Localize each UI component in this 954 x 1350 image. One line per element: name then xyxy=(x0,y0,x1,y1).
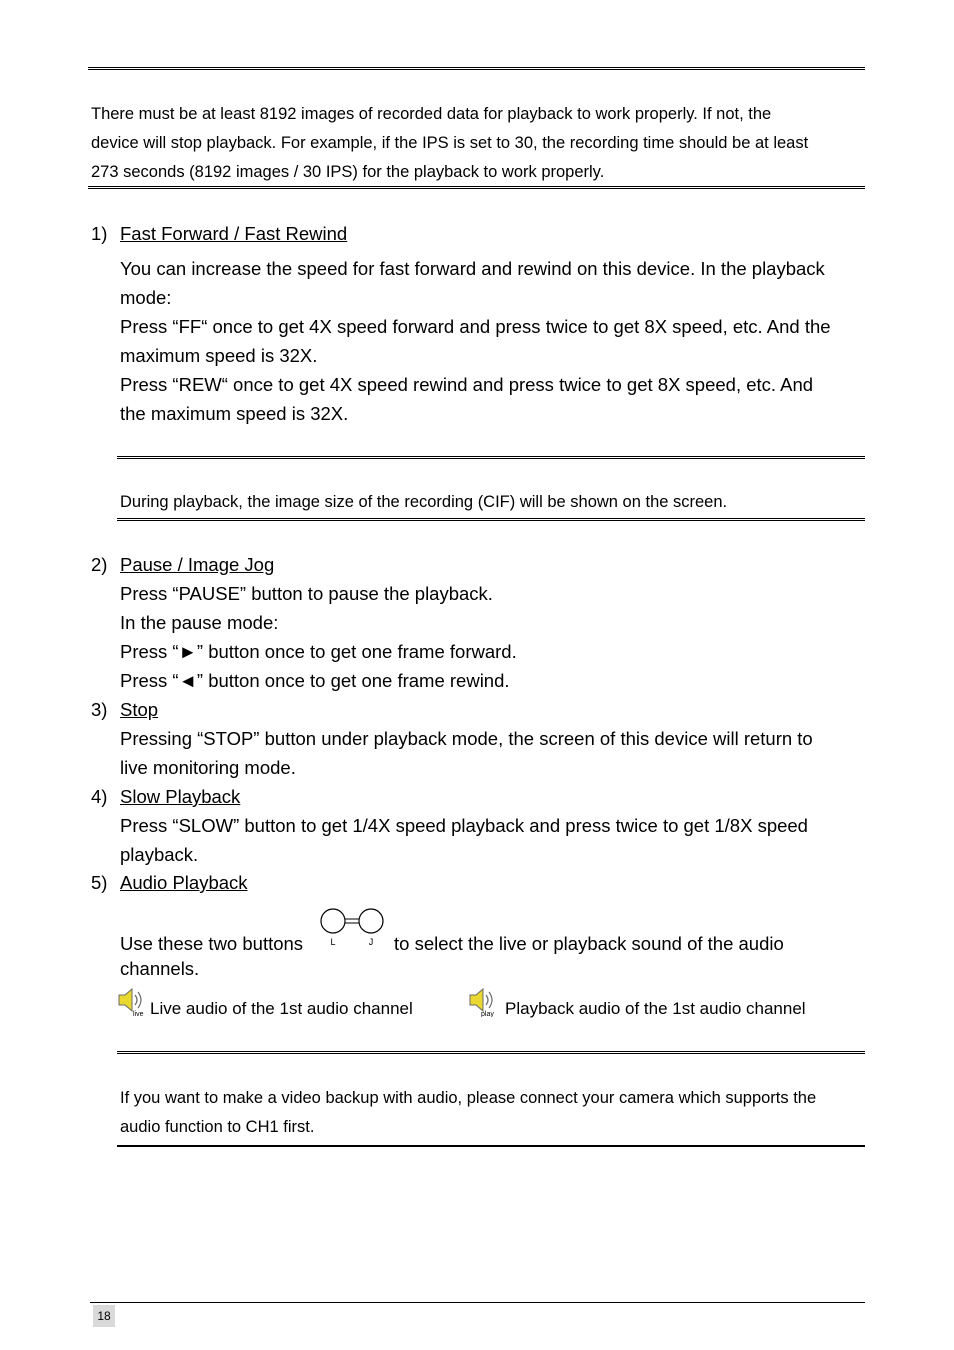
top-note-line: There must be at least 8192 images of recorded data for playback to work properly. If not, the xyxy=(91,105,772,123)
item-number: 3) xyxy=(91,699,108,720)
item-heading-stop: Stop xyxy=(120,699,159,720)
cif-note-rule-bottom xyxy=(117,518,865,521)
item-heading-audio-playback: Audio Playback xyxy=(120,872,248,893)
body-line: maximum speed is 32X. xyxy=(120,345,318,366)
item-number: 1) xyxy=(91,223,108,244)
speaker-play-icon xyxy=(467,985,499,1017)
item-heading-fast-forward: Fast Forward / Fast Rewind xyxy=(120,223,348,244)
item-body-slow-playback xyxy=(120,811,808,869)
item-heading-slow-playback: Slow Playback xyxy=(120,786,241,807)
audio-buttons-icon xyxy=(318,906,388,948)
body-line: Press “SLOW” button to get 1/4X speed playback and press twice to get 1/8X speed xyxy=(120,815,808,836)
audio-button-label: J xyxy=(368,937,374,947)
speaker-play-icon-text: play xyxy=(481,1011,494,1017)
body-line: Press “PAUSE” button to pause the playback. xyxy=(120,583,493,604)
item-number: 5) xyxy=(91,872,108,893)
backup-note-line: audio function to CH1 first. xyxy=(120,1118,315,1136)
footer-rule xyxy=(90,1302,865,1303)
use-buttons-text-before: Use these two buttons xyxy=(120,933,304,954)
body-line: Press “►” button once to get one frame forward. xyxy=(120,641,517,662)
backup-note-rule-top xyxy=(117,1051,865,1054)
cif-note-rule-top xyxy=(117,456,865,459)
body-line: Pressing “STOP” button under playback mode, the screen of this device will return to xyxy=(120,728,813,749)
item-number: 2) xyxy=(91,554,108,575)
body-line: live monitoring mode. xyxy=(120,757,296,778)
play-audio-label: Playback audio of the 1st audio channel xyxy=(505,999,806,1018)
speaker-live-icon xyxy=(116,985,148,1017)
top-note xyxy=(91,100,866,187)
backup-note-rule-bottom xyxy=(117,1145,865,1147)
backup-note-line: If you want to make a video backup with audio, please connect your camera which supports the xyxy=(120,1089,817,1107)
top-note-rule-bottom xyxy=(88,186,865,189)
body-line: Press “FF“ once to get 4X speed forward and press twice to get 8X speed, etc. And the xyxy=(120,316,831,337)
body-line: Press “◄” button once to get one frame rewind. xyxy=(120,670,510,691)
top-note-rule-top xyxy=(88,67,865,70)
item-heading-pause: Pause / Image Jog xyxy=(120,554,275,575)
top-note-line: device will stop playback. For example, if the IPS is set to 30, the recording time should be at least xyxy=(91,134,809,152)
use-buttons-text-line2: channels. xyxy=(120,958,200,979)
backup-note xyxy=(120,1084,866,1142)
item-number: 4) xyxy=(91,786,108,807)
body-line: You can increase the speed for fast forward and rewind on this device. In the playback xyxy=(120,258,825,279)
body-line: mode: xyxy=(120,287,172,308)
body-line: the maximum speed is 32X. xyxy=(120,403,349,424)
item-body-fast-forward xyxy=(120,254,831,428)
body-line: playback. xyxy=(120,844,199,865)
audio-button-label: L xyxy=(330,937,336,947)
item-body-stop xyxy=(120,724,813,782)
page-number: 18 xyxy=(93,1305,115,1327)
body-line: In the pause mode: xyxy=(120,612,279,633)
use-buttons-text-after: to select the live or playback sound of the audio xyxy=(394,933,784,954)
speaker-live-icon-text: live xyxy=(133,1011,144,1017)
item-body-pause xyxy=(120,579,517,695)
body-line: Press “REW“ once to get 4X speed rewind and press twice to get 8X speed, etc. And xyxy=(120,374,814,395)
top-note-line: 273 seconds (8192 images / 30 IPS) for the playback to work properly. xyxy=(91,163,605,181)
cif-note: During playback, the image size of the recording (CIF) will be shown on the screen. xyxy=(120,493,728,511)
live-audio-label: Live audio of the 1st audio channel xyxy=(150,999,413,1018)
